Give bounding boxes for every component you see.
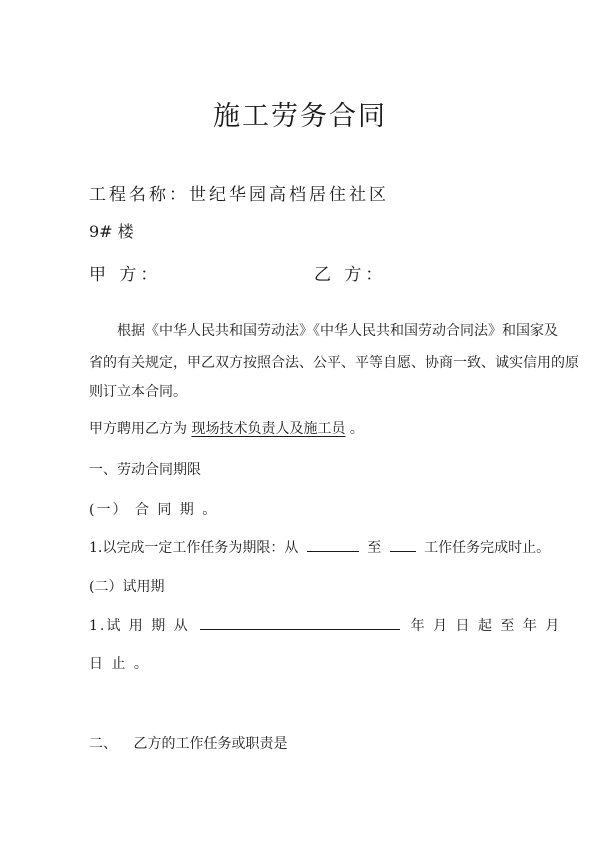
section-2-number: 二、 [89,736,117,752]
section-1-subheading-2: (二）试用期 [89,579,165,595]
trial-period-blank [200,615,400,630]
trial-period-line [89,615,561,635]
intro-line-1: 根据《中华人民共和国劳动法》《中华人民共和国劳动合同法》和国家及 [117,323,558,339]
trial-period-text-1: 1.试 用 期 从 [89,618,190,634]
hire-role: 现场技术负责人及施工员 [191,421,346,437]
hire-suffix: 。 [349,421,364,437]
building-number: 9# 楼 [89,222,134,241]
start-date-blank [307,537,359,552]
project-name: 工程名称：世纪华园高档居住社区 [89,185,389,205]
section-2-heading [89,733,287,753]
section-2-title: 乙方的工作任务或职责是 [133,736,288,752]
contract-period-text-3: 工作任务完成时止。 [424,540,551,556]
trial-period-text-2: 年 月 日 起 至 年 月 [410,618,562,634]
contract-period-line [89,537,550,557]
trial-period-line-2: 日 止 。 [89,656,150,672]
party-a-label: 甲 方： [89,265,162,285]
hire-statement [89,418,364,438]
section-1-heading: 一、劳动合同期限 [89,462,201,478]
contract-period-text-1: 1.以完成一定工作任务为期限：从 [89,540,299,556]
section-1-subheading-1: (一） 合 同 期 。 [89,502,219,518]
intro-line-3: 则订立本合同。 [89,384,187,400]
hire-prefix: 甲方聘用乙方为 [89,421,187,437]
end-date-blank [390,537,416,552]
document-title: 施工劳务合同 [213,101,387,132]
intro-line-2: 省的有关规定，甲乙双方按照合法、公平、平等自愿、协商一致、诚实信用的原 [89,355,579,371]
contract-period-text-2: 至 [367,540,382,556]
party-b-label: 乙 方： [314,265,387,285]
